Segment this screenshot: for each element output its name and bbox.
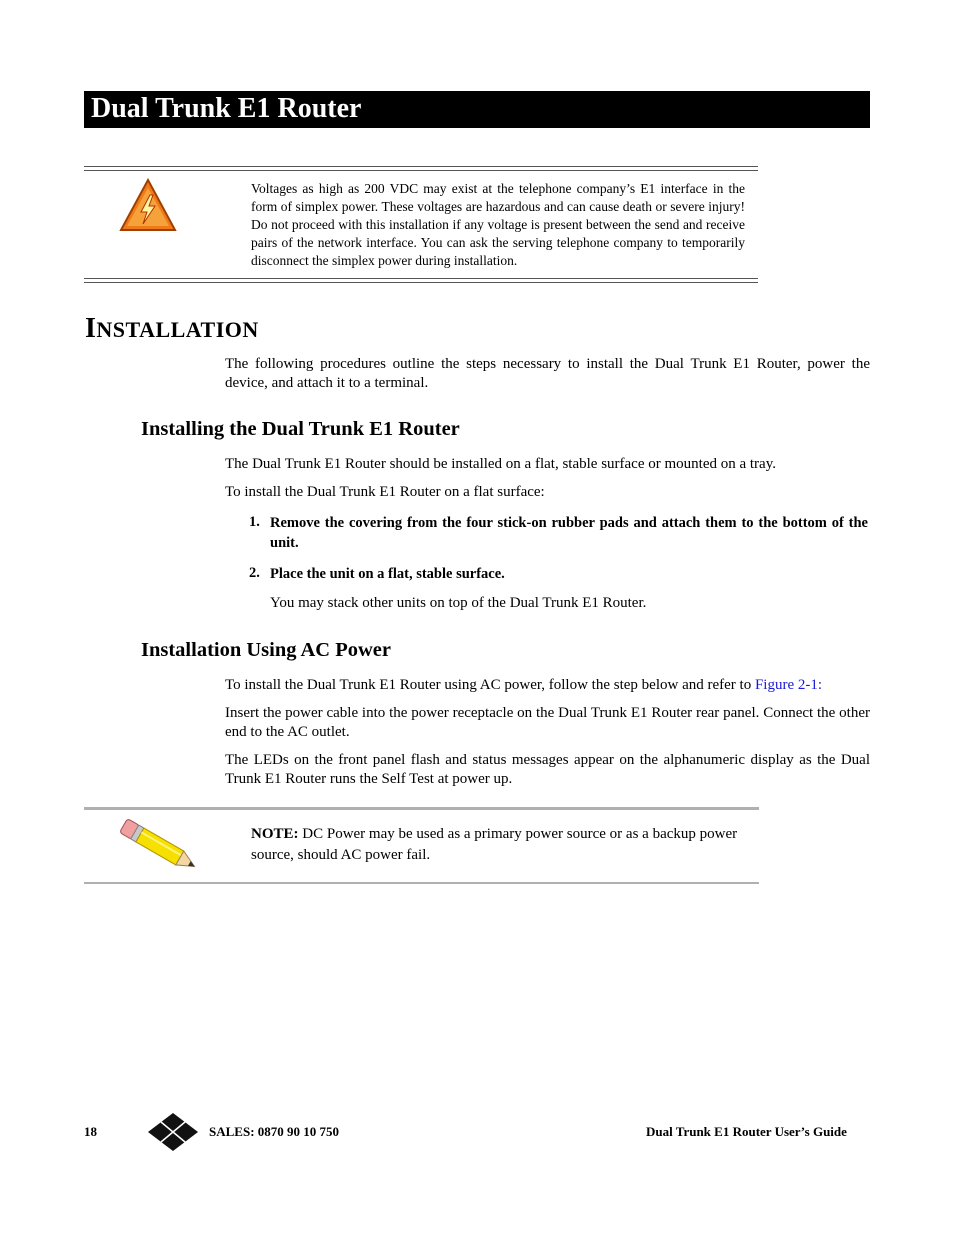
warning-text: Voltages as high as 200 VDC may exist at the telephone company’s E1 interface in the form of simplex power. These voltages are hazardous and can cause death or severe injury! Do not proceed with this installation if any voltage is present between the send and receive pairs of the network interface. You can ask the serving telephone company to temporarily disconnect the simplex power during installation. — [251, 181, 745, 268]
warning-bottom-rule-2 — [84, 282, 758, 283]
step-1-number: 1. — [249, 514, 260, 530]
section-title: INSTALLATION — [85, 313, 259, 344]
figure-link[interactable]: Figure 2-1 — [754, 677, 818, 693]
footer-sales: SALES: 0870 90 10 750 — [209, 1124, 340, 1139]
step-1-text: Remove the covering from the four stick-on rubber pads and attach them to the bottom of the unit. — [270, 515, 868, 551]
high-voltage-warning-icon — [119, 178, 177, 232]
ac-power-heading: Installation Using AC Power — [141, 639, 392, 661]
footer-guide-title: Dual Trunk E1 Router User’s Guide — [646, 1124, 847, 1139]
install-heading: Installing the Dual Trunk E1 Router — [141, 418, 460, 440]
warning-top-rule-2 — [84, 170, 758, 171]
note-bottom-rule — [84, 882, 759, 884]
page-number: 18 — [84, 1124, 97, 1139]
warning-bottom-rule — [84, 278, 758, 279]
diamond-logo-icon — [147, 1112, 199, 1152]
step-2-text: Place the unit on a flat, stable surface. — [270, 566, 505, 582]
ac-paragraph-3: The LEDs on the front panel flash and status messages appear on the alphanumeric display as the Dual Trunk E1 Router runs the Self Test at power up. — [225, 752, 870, 787]
note-text: NOTE: DC Power may be used as a primary power source or as a backup power source, should AC power fail. — [251, 826, 738, 863]
install-paragraph-1: The Dual Trunk E1 Router should be installed on a flat, stable surface or mounted on a tray. — [225, 456, 776, 472]
chapter-banner — [84, 91, 870, 128]
step-2-number: 2. — [249, 565, 260, 581]
section-intro: The following procedures outline the steps necessary to install the Dual Trunk E1 Router, power the device, and attach it to a terminal. — [225, 356, 870, 391]
warning-top-rule — [84, 166, 758, 167]
ac-paragraph-2: Insert the power cable into the power receptacle on the Dual Trunk E1 Router rear panel. Connect the other end to the AC outlet. — [225, 705, 870, 740]
install-paragraph-2: To install the Dual Trunk E1 Router on a flat surface: — [225, 484, 545, 500]
ac-paragraph-1: To install the Dual Trunk E1 Router using AC power, follow the step below and refer to Figure 2-1: — [225, 677, 823, 693]
chapter-title: Dual Trunk E1 Router — [91, 93, 362, 124]
note-top-rule — [84, 807, 759, 810]
pencil-icon — [114, 816, 204, 876]
note-label: NOTE: — [251, 826, 299, 842]
step-2-note: You may stack other units on top of the Dual Trunk E1 Router. — [270, 595, 647, 611]
